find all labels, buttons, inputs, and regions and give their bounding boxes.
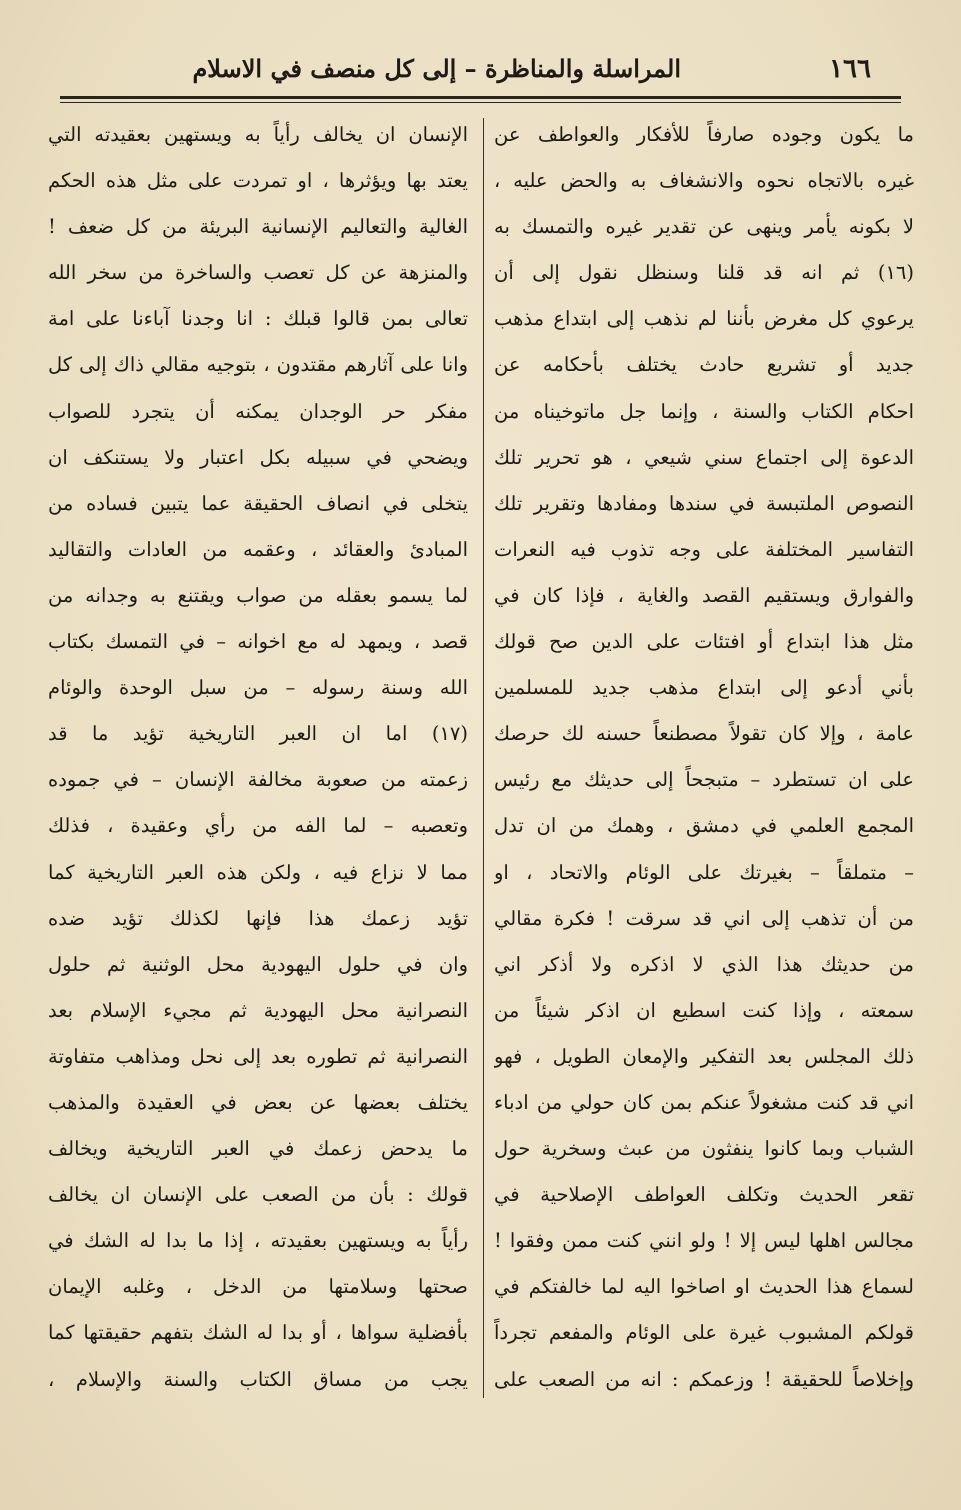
right-column-line: التفاسير المختلفة على وجه تذوب فيه النعرات <box>494 537 914 561</box>
left-column-line: تعالى بمن قالوا قبلك : انا وجدنا آباءنا على امة <box>48 307 468 331</box>
page-number: ١٦٦ <box>829 54 871 84</box>
right-column-line: مثل هذا ابتداع أو افتئات على الدين صح قولك <box>494 630 914 654</box>
right-column-line: الشباب وبما كانوا ينفثون من عبث وسخرية حول <box>494 1137 914 1161</box>
left-column-line: (١٧) اما ان العبر التاريخية تؤيد ما قد <box>48 722 468 746</box>
left-column-line: الله وسنة رسوله – من سبل الوحدة والوئام <box>48 676 468 700</box>
left-column-line: الإنسان ان يخالف رأياً به ويستهين بعقيدته التي <box>48 123 468 146</box>
left-column-line: المبادئ والعقائد ، وعقمه من العادات والتقاليد <box>48 537 468 561</box>
left-column-line: يتخلى في انصاف الحقيقة عما يتبين فساده من <box>48 491 468 515</box>
left-column-line: الغالية والتعاليم الإنسانية البريئة من كل ضعف ! <box>48 215 468 239</box>
right-column-line: (١٦) ثم انه قد قلنا وسنظل نقول إلى أن <box>494 261 914 285</box>
right-column-line: قولكم المشبوب غيرة على الوئام والمفعم تجرداً <box>494 1321 914 1345</box>
left-column-line: مما لا نزاع فيه ، ولكن هذه العبر التاريخية كما <box>48 860 468 884</box>
right-column-line: تقعر الحديث وتكلف العواطف الإصلاحية في <box>494 1183 914 1207</box>
left-column-line: رأياً به ويستهين بعقيدته ، إذا ما بدا له الشك في <box>48 1229 468 1253</box>
left-column <box>48 112 468 1402</box>
right-column-line: – متملقاً – بغيرتك على الوئام والاتحاد ، او <box>494 860 914 884</box>
text-columns <box>48 112 914 1402</box>
right-column-line: مجالس اهلها ليس إلا ! ولو انني كنت ممن وفقوا ! <box>494 1229 914 1253</box>
left-column-line: ما يدحض زعمك في العبر التاريخية ويخالف <box>48 1137 468 1161</box>
right-column-line: اني قد كنت مشغولاً عنكم بمن كان حولي من ادباء <box>494 1090 914 1114</box>
right-column-line: والفوارق ويستقيم القصد والغاية ، فإذا كان في <box>494 583 914 607</box>
left-column-line: زعمته من صعوبة مخالفة الإنسان – في جموده <box>48 768 468 792</box>
right-column-line: من أن تذهب إلى اني قد سرقت ! فكرة مقالي <box>494 906 914 930</box>
right-column-line: عامة ، وإلا كان تقولاً مصطنعاً حسنه لك حرصك <box>494 722 914 746</box>
right-column-line: على ان تستطرد – متبجحاً إلى حديثك مع رئيس <box>494 768 914 792</box>
right-column-line: وإخلاصاً للحقيقة ! وزعمكم : انه من الصعب على <box>494 1367 914 1391</box>
left-column-line: يعتد بها ويؤثرها ، او تمردت على مثل هذه الحكم <box>48 169 468 193</box>
right-column-line: يرعوي كل مغرض بأننا لم نذهب إلى ابتداع مذهب <box>494 307 914 331</box>
left-column-line: مفكر حر الوجدان يمكنه أن يتجرد للصواب <box>48 399 468 423</box>
left-column-line: ويضحي في سبيله بكل اعتبار ولا يستنكف ان <box>48 445 468 469</box>
right-column-line: لا بكونه يأمر وينهى عن تقدير غيره والتمسك به <box>494 215 914 239</box>
header-rule-thin <box>60 102 901 103</box>
right-column-line: غيره بالاتجاه نحوه والانشغاف به والحض عليه ، <box>494 169 914 193</box>
left-column-line: يجب من مساق الكتاب والسنة والإسلام ، <box>48 1367 468 1391</box>
left-column-line: وان في حلول اليهودية محل الوثنية ثم حلول <box>48 952 468 976</box>
right-column-line: لسماع هذا الحديث او اصاخوا اليه لما خالفتكم في <box>494 1275 914 1299</box>
right-column-line: ذلك المجلس بعد التفكير والإمعان الطويل ، فهو <box>494 1044 914 1068</box>
right-column-line: سمعته ، وإذا كنت اسطيع ان اذكر شيئاً من <box>494 998 914 1022</box>
running-title: المراسلة والمناظرة – إلى كل منصف في الاسلام <box>192 54 681 83</box>
right-column-line: النصوص الملتبسة في سندها ومفادها وتقرير تلك <box>494 491 914 515</box>
right-column-line: احكام الكتاب والسنة ، وإنما جل ماتوخيناه من <box>494 399 914 423</box>
right-column-line: من حديثك هذا الذي لا اذكره ولا أذكر اني <box>494 952 914 976</box>
left-column-line: والمنزهة عن كل تعصب والساخرة من سخر الله <box>48 261 468 285</box>
left-column-line: بأفضلية سواها ، أو بدا له الشك بتفهم حقيقتها كما <box>48 1321 468 1345</box>
header-rule <box>60 96 901 99</box>
right-column-line: المجمع العلمي في دمشق ، وهمك من ان تدل <box>494 814 914 838</box>
left-column-line: وانا على آثارهم مقتدون ، بتوجيه مقالي ذاك إلى كل <box>48 353 468 377</box>
left-column-line: صحتها وسلامتها من الدخل ، وغلبه الإيمان <box>48 1275 468 1299</box>
left-column-line: وتعصبه – لما الفه من رأي وعقيدة ، فذلك <box>48 814 468 838</box>
right-column-line: جديد أو تشريع حادث يختلف بأحكامه عن <box>494 353 914 377</box>
right-column-line: ما يكون وجوده صارفاً للأفكار والعواطف عن <box>494 123 914 146</box>
left-column-line: يختلف بعضها عن بعض في العقيدة والمذهب <box>48 1090 468 1114</box>
left-column-line: لما يسمو بعقله من صواب ويقتنع به وجدانه من <box>48 583 468 607</box>
page-header <box>60 44 901 94</box>
left-column-line: النصرانية محل اليهودية ثم مجيء الإسلام بعد <box>48 998 468 1022</box>
left-column-line: قصد ، ويمهد له مع اخوانه – في التمسك بكتاب <box>48 630 468 654</box>
left-column-line: قولك : بأن من الصعب على الإنسان ان يخالف <box>48 1183 468 1207</box>
left-column-line: النصرانية ثم تطوره بعد إلى نحل ومذاهب متفاوتة <box>48 1044 468 1068</box>
right-column-line: الدعوة إلى اجتماع سني شيعي ، هو تحرير تلك <box>494 445 914 469</box>
right-column-line: بأني أدعو إلى ابتداع مذهب جديد للمسلمين <box>494 676 914 700</box>
right-column <box>494 112 914 1402</box>
left-column-line: تؤيد زعمك هذا فإنها لكذلك تؤيد ضده <box>48 906 468 930</box>
